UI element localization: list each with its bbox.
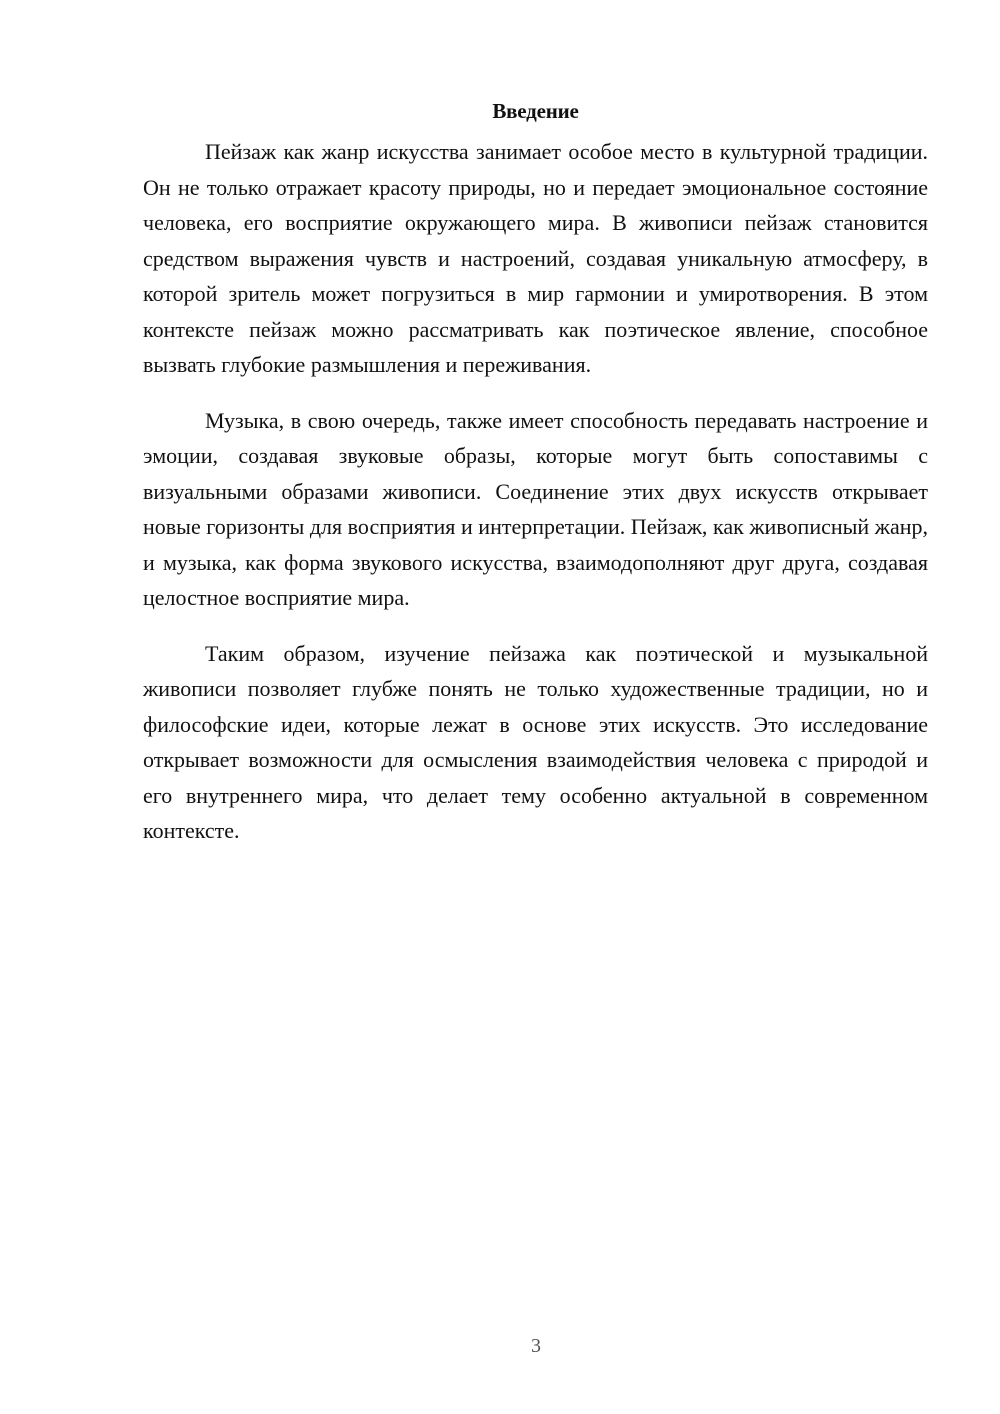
page-number: 3	[531, 1335, 541, 1357]
paragraph-2: Музыка, в свою очередь, также имеет способность передавать настроение и эмоции, создавая звуковые образы, которые могут быть сопоставимы с визуальными образами живописи. Соединение этих двух искусств открывает новые горизонты для восприятия и интерпретации. Пейзаж, как живописный жанр, и музыка, как форма звукового искусства, взаимодополняют друг друга, создавая целостное восприятие мира.	[143, 407, 928, 610]
paragraph-1: Пейзаж как жанр искусства занимает особое место в культурной традиции. Он не только отражает красоту природы, но и передает эмоциональное состояние человека, его восприятие окружающего мира. В живописи пейзаж становится средством выражения чувств и настроений, создавая уникальную атмосферу, в которой зритель может погрузиться в мир гармонии и умиротворения. В этом контексте пейзаж можно рассматривать как поэтическое явление, способное вызвать глубокие размышления и переживания.	[143, 139, 928, 377]
page-content	[143, 96, 928, 869]
paragraph-3: Таким образом, изучение пейзажа как поэтической и музыкальной живописи позволяет глубже понять не только художественные традиции, но и философские идеи, которые лежат в основе этих искусств. Это исследование открывает возможности для осмысления взаимодействия человека с природой и его внутреннего мира, что делает тему особенно актуальной в современном контексте.	[143, 640, 928, 843]
section-heading: Введение	[492, 99, 579, 123]
